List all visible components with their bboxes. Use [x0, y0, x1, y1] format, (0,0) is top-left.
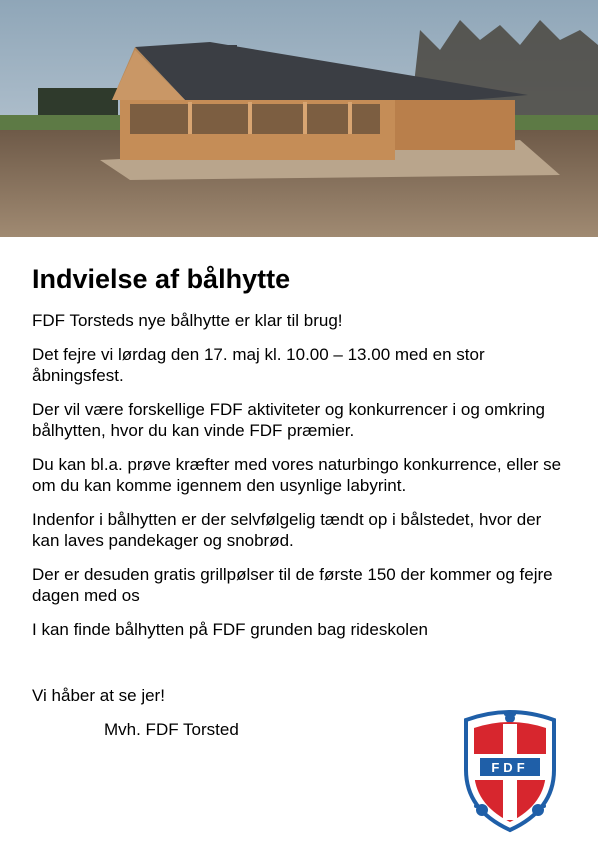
- paragraph-bingo: Du kan bl.a. prøve kræfter med vores naturbingo konkurrence, eller se om du kan komme igennem den usynlige labyrint.: [32, 455, 562, 495]
- shelter-photo: [0, 0, 598, 237]
- paragraph-location: I kan finde bålhytten på FDF grunden bag rideskolen: [32, 620, 428, 639]
- logo-text: FDF: [491, 760, 529, 775]
- closing-text: Vi håber at se jer!: [32, 686, 165, 705]
- paragraph-activities: Der vil være forskellige FDF aktiviteter og konkurrencer i og omkring bålhytten, hvor du kan vinde FDF præmier.: [32, 400, 546, 440]
- paragraph-sausages: Der er desuden gratis grillpølser til de første 150 der kommer og fejre dagen med os: [32, 565, 553, 605]
- paragraph-pancakes: Indenfor i bålhytten er der selvfølgelig tændt op i bålstedet, hvor der kan laves pandekager og snobrød.: [32, 510, 542, 550]
- paragraph-date: Det fejre vi lørdag den 17. maj kl. 10.00 – 13.00 med en stor åbningsfest.: [32, 345, 485, 385]
- page-title: Indvielse af bålhytte: [32, 264, 291, 294]
- main-content: [32, 262, 572, 753]
- fdf-logo-icon: [462, 706, 558, 834]
- paragraph-intro: FDF Torsteds nye bålhytte er klar til brug!: [32, 311, 343, 330]
- signature: Mvh. FDF Torsted: [104, 720, 239, 739]
